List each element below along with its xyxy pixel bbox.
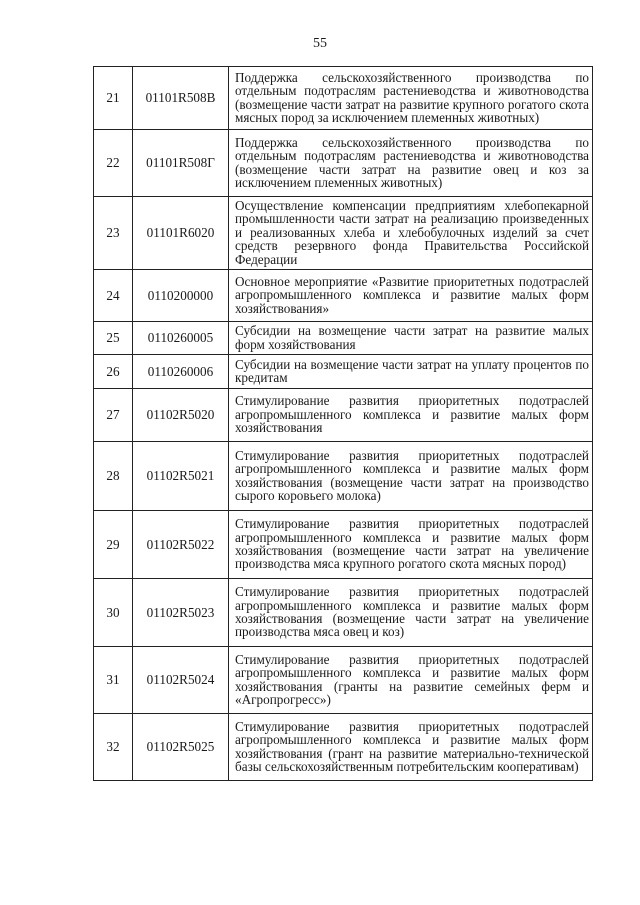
table-row: [94, 511, 593, 579]
row-number: 31: [94, 647, 133, 714]
row-description: Поддержка сельскохозяйственного производства по отдельным подотраслям растениеводства и животноводства (возмещение части затрат на развитие овец и коз за исключением племенных животных): [229, 130, 593, 197]
row-code: 0110200000: [133, 270, 229, 322]
row-code: 01102R5023: [133, 579, 229, 647]
row-description: Стимулирование развития приоритетных подотраслей агропромышленного комплекса и развитие малых форм хозяйствования: [229, 389, 593, 442]
table-row: [94, 647, 593, 714]
row-code: 0110260005: [133, 322, 229, 355]
row-code: 01102R5024: [133, 647, 229, 714]
row-number: 29: [94, 511, 133, 579]
row-code: 0110260006: [133, 355, 229, 389]
row-number: 32: [94, 714, 133, 781]
table-row: [94, 355, 593, 389]
row-description: Стимулирование развития приоритетных подотраслей агропромышленного комплекса и развитие малых форм хозяйствования (возмещение части затрат на увеличение производства мяса крупного рогатого скота мясных пород): [229, 511, 593, 579]
row-description: Субсидии на возмещение части затрат на уплату процентов по кредитам: [229, 355, 593, 389]
row-description: Осуществление компенсации предприятиям хлебопекарной промышленности части затрат на реализацию произведенных и реализованных хлеба и хлебобулочных изделий за счет средств резервного фонда Правительства Российской Федерации: [229, 197, 593, 270]
row-description: Стимулирование развития приоритетных подотраслей агропромышленного комплекса и развитие малых форм хозяйствования (грант на развитие материально-технической базы сельскохозяйственным потребительским кооперативам): [229, 714, 593, 781]
row-description: Стимулирование развития приоритетных подотраслей агропромышленного комплекса и развитие малых форм хозяйствования (гранты на развитие семейных ферм и «Агропрогресс»): [229, 647, 593, 714]
table-row: [94, 197, 593, 270]
table-row: [94, 714, 593, 781]
row-number: 27: [94, 389, 133, 442]
table-row: [94, 322, 593, 355]
row-code: 01102R5025: [133, 714, 229, 781]
page-number: 55: [313, 36, 327, 51]
row-description: Поддержка сельскохозяйственного производства по отдельным подотраслям растениеводства и животноводства (возмещение части затрат на развитие крупного рогатого скота мясных пород за исключением племенных животных): [229, 67, 593, 130]
table-row: [94, 270, 593, 322]
table-row: [94, 579, 593, 647]
row-number: 25: [94, 322, 133, 355]
row-number: 30: [94, 579, 133, 647]
row-number: 24: [94, 270, 133, 322]
row-code: 01101R6020: [133, 197, 229, 270]
row-number: 21: [94, 67, 133, 130]
row-code: 01102R5020: [133, 389, 229, 442]
budget-classification-table: [93, 66, 593, 781]
row-description: Стимулирование развития приоритетных подотраслей агропромышленного комплекса и развитие малых форм хозяйствования (возмещение части затрат на производство сырого коровьего молока): [229, 442, 593, 511]
row-code: 01101R508Г: [133, 130, 229, 197]
row-description: Субсидии на возмещение части затрат на развитие малых форм хозяйствования: [229, 322, 593, 355]
row-description: Стимулирование развития приоритетных подотраслей агропромышленного комплекса и развитие малых форм хозяйствования (возмещение части затрат на увеличение производства мяса овец и коз): [229, 579, 593, 647]
row-number: 23: [94, 197, 133, 270]
table-row: [94, 389, 593, 442]
row-code: 01101R508В: [133, 67, 229, 130]
row-number: 26: [94, 355, 133, 389]
row-number: 28: [94, 442, 133, 511]
row-code: 01102R5021: [133, 442, 229, 511]
row-description: Основное мероприятие «Развитие приоритетных подотраслей агропромышленного комплекса и развитие малых форм хозяйствования»: [229, 270, 593, 322]
row-code: 01102R5022: [133, 511, 229, 579]
table-row: [94, 442, 593, 511]
row-number: 22: [94, 130, 133, 197]
table-row: [94, 67, 593, 130]
table-row: [94, 130, 593, 197]
